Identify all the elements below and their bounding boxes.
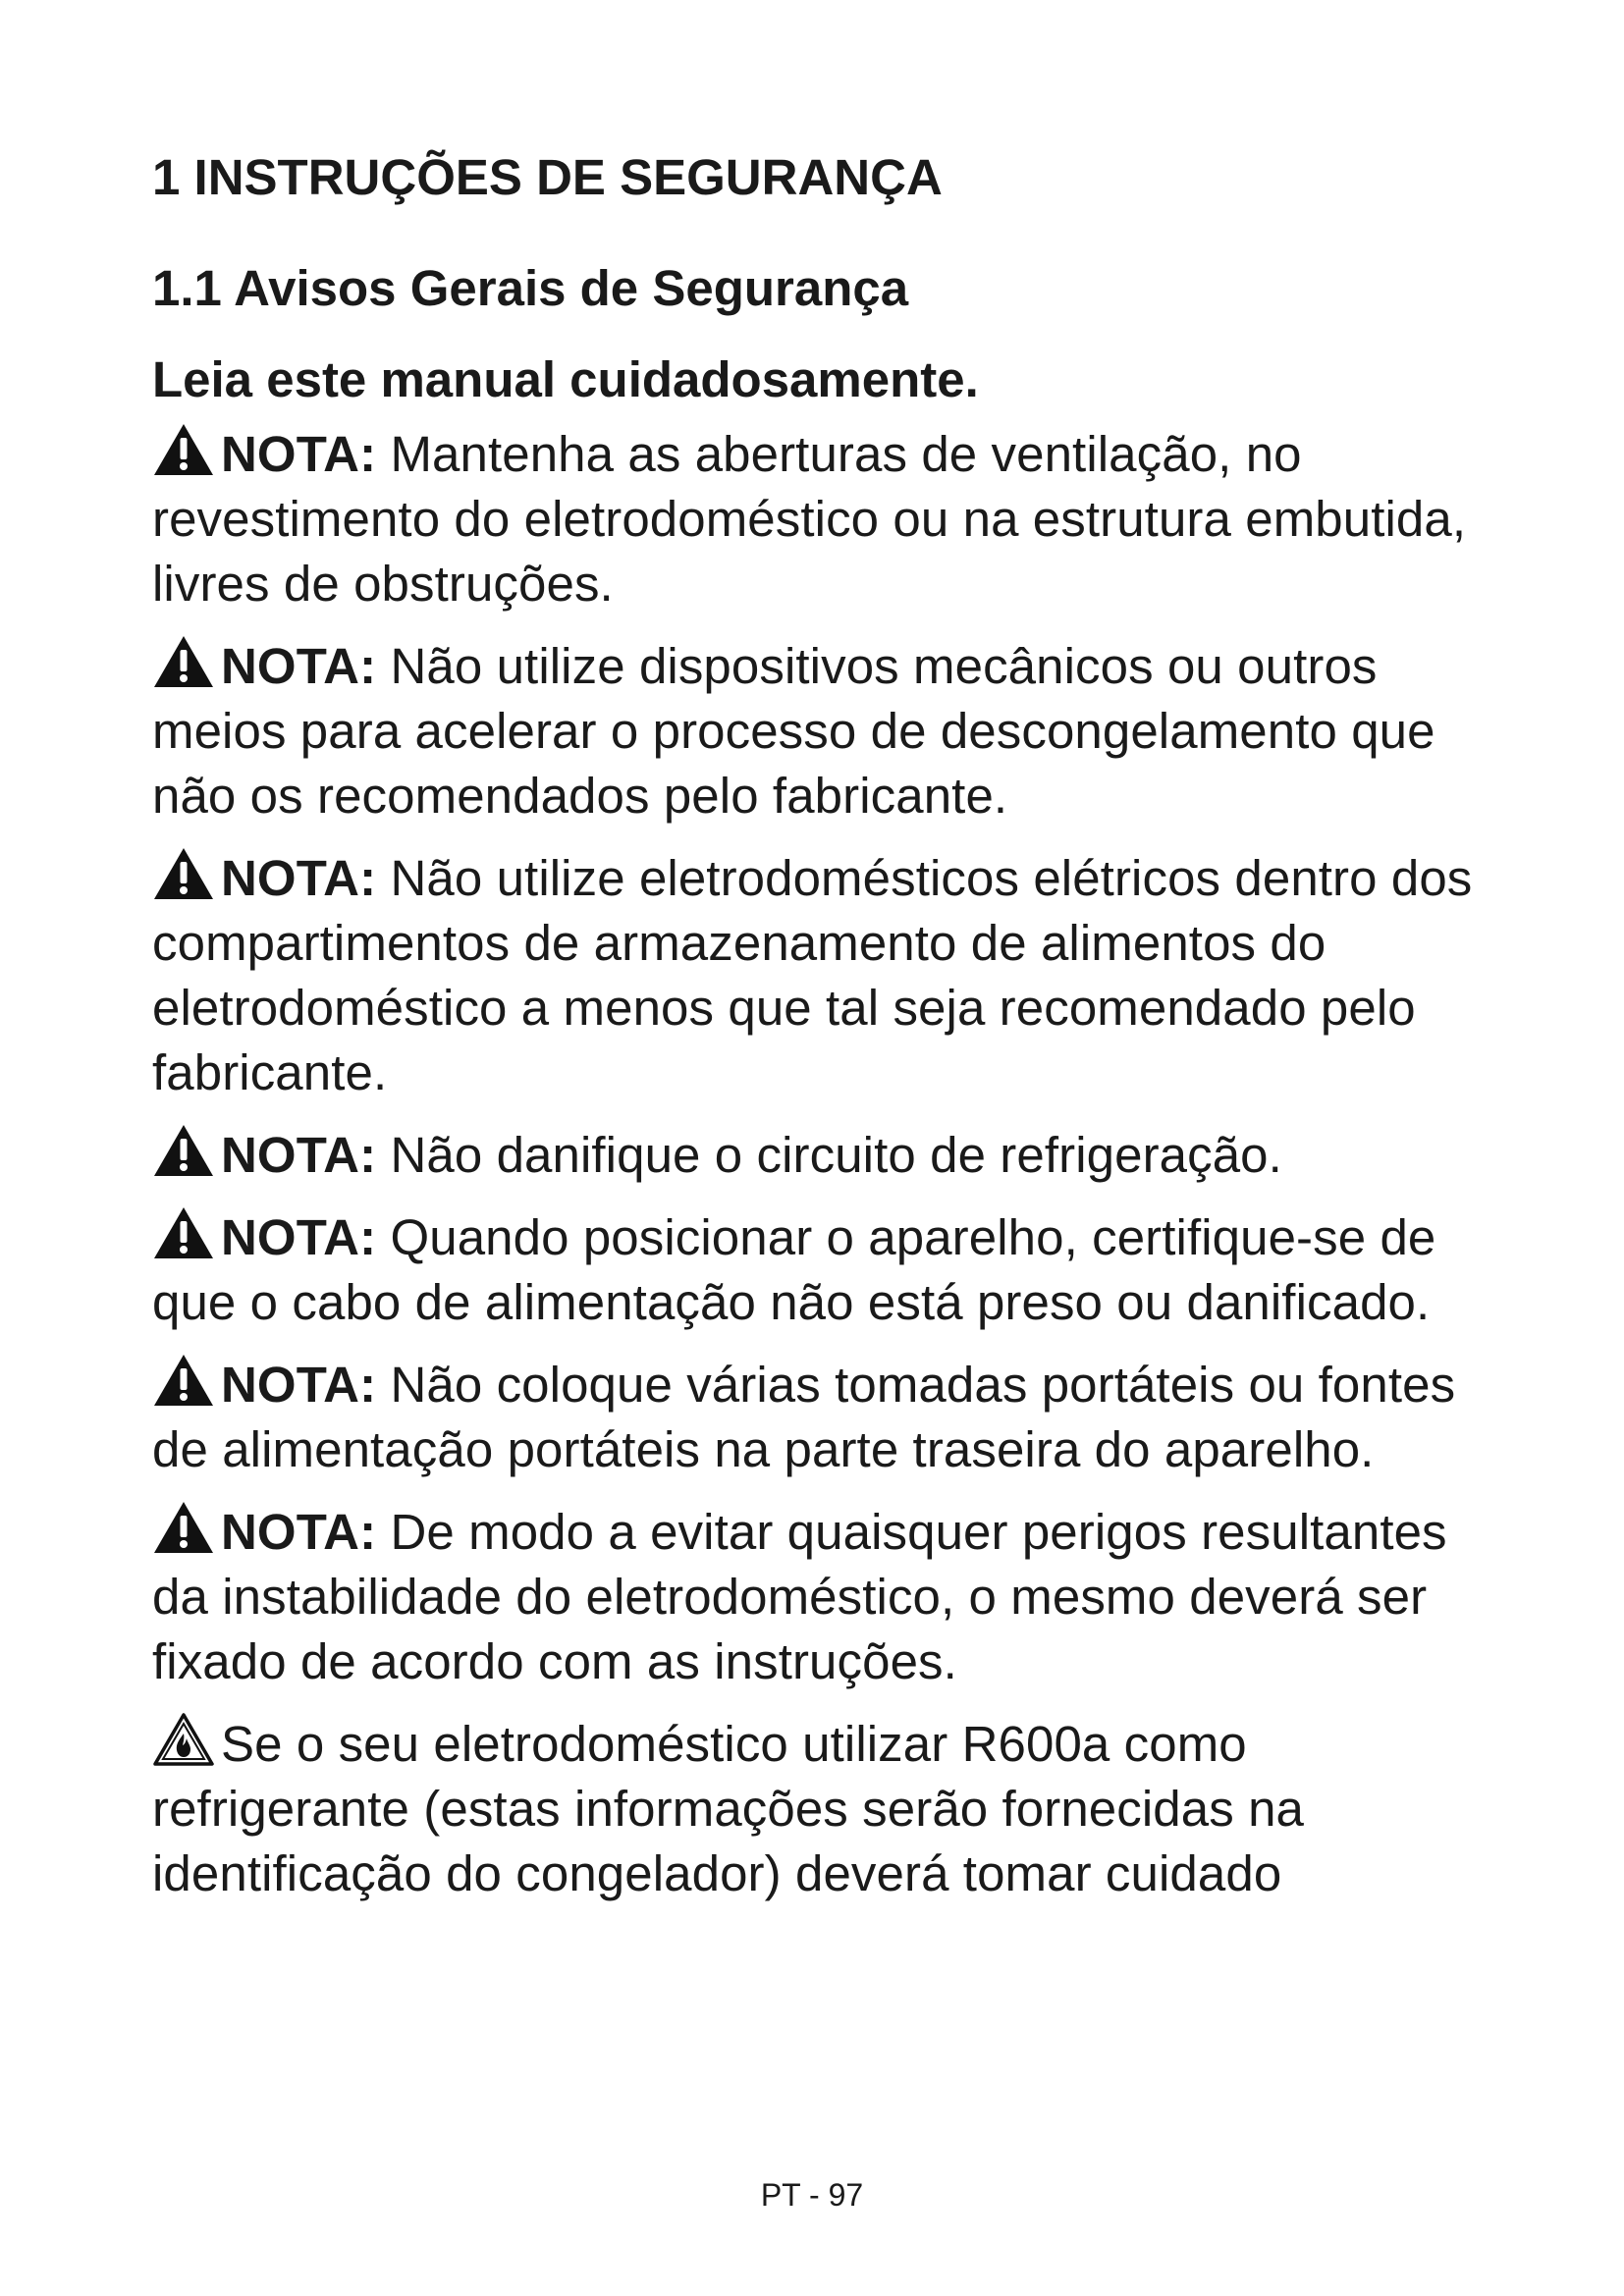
warning-triangle-icon (152, 422, 215, 477)
note-paragraph (152, 422, 1488, 616)
note-paragraph (152, 1500, 1488, 1694)
subsection-heading: 1.1 Avisos Gerais de Segurança (152, 260, 909, 317)
flammable-note-paragraph (152, 1712, 1488, 1906)
lead-instruction: Leia este manual cuidadosamente. (152, 351, 979, 408)
note-text: Quando posicionar o aparelho, certifique-se de que o cabo de alimentação não está preso ou danificado. (152, 1208, 1436, 1330)
note-label: NOTA: (221, 1503, 377, 1560)
note-paragraph (152, 1205, 1488, 1335)
note-text: De modo a evitar quaisquer perigos resultantes da instabilidade do eletrodoméstico, o mesmo deverá ser fixado de acordo com as instruções. (152, 1503, 1447, 1689)
note-text: Não utilize dispositivos mecânicos ou outros meios para acelerar o processo de descongelamento que não os recomendados pelo fabricante. (152, 637, 1435, 824)
note-text: Não danifique o circuito de refrigeração. (376, 1126, 1282, 1183)
note-text: Mantenha as aberturas de ventilação, no revestimento do eletrodoméstico ou na estrutura embutida, livres de obstruções. (152, 425, 1467, 612)
note-text: Não utilize eletrodomésticos elétricos dentro dos compartimentos de armazenamento de alimentos do eletrodoméstico a menos que tal seja recomendado pelo fabricante. (152, 849, 1473, 1100)
warning-triangle-icon (152, 1353, 215, 1408)
warning-triangle-icon (152, 846, 215, 901)
note-label: NOTA: (221, 849, 377, 906)
note-label: NOTA: (221, 637, 377, 694)
note-label: NOTA: (221, 425, 377, 482)
note-paragraph (152, 634, 1488, 828)
section-heading: 1 INSTRUÇÕES DE SEGURANÇA (152, 149, 943, 205)
document-page (152, 147, 1488, 1924)
warning-triangle-icon (152, 1205, 215, 1260)
note-label: NOTA: (221, 1208, 377, 1265)
note-paragraph (152, 846, 1488, 1105)
note-label: NOTA: (221, 1126, 377, 1183)
note-text: Não coloque várias tomadas portáteis ou fontes de alimentação portáteis na parte traseira do aparelho. (152, 1356, 1456, 1477)
flammable-warning-icon (152, 1712, 215, 1767)
note-paragraph (152, 1123, 1488, 1188)
page-number: PT - 97 (760, 2177, 864, 2213)
warning-triangle-icon (152, 634, 215, 689)
warning-triangle-icon (152, 1500, 215, 1555)
flammable-note-text: Se o seu eletrodoméstico utilizar R600a como refrigerante (estas informações serão fornecidas na identificação do congelador) deverá tomar cuidado (152, 1715, 1305, 1901)
note-paragraph (152, 1353, 1488, 1482)
note-label: NOTA: (221, 1356, 377, 1413)
warning-triangle-icon (152, 1123, 215, 1178)
